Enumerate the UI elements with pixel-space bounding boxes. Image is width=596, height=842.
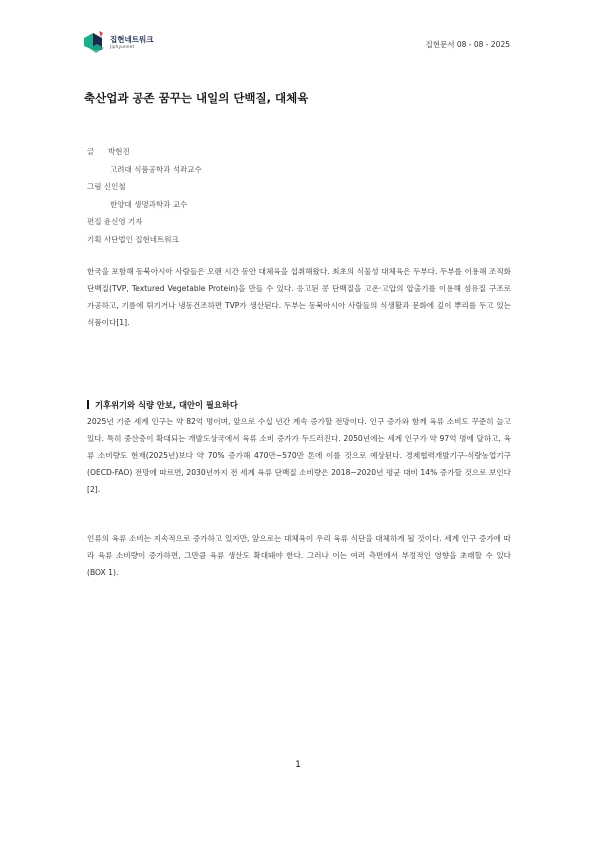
writer-name: 박현진 [108,147,130,156]
logo-subtitle: Jiphyunnet [110,44,135,49]
writer-label: 글 [87,147,95,156]
section-paragraph-2: 인류의 육류 소비는 지속적으로 증가하고 있지만, 앞으로는 대체육이 우리 육류 식단을 대체하게 될 것이다. 세계 인구 증가에 따라 육류 소비량이 증가하면, 그만큼 육류 생산도 확대돼야 한다. 그러나 이는 여러 측면에서 부정적인 영향을 초래할 수 있다 (BOX 1). [87,534,511,577]
logo-name: 집현네트워크 [110,35,154,44]
planning-name: 사단법인 집현네트워크 [103,234,179,244]
editor-row [87,213,202,231]
organization-logo [82,30,202,54]
logo-mark-icon [82,30,108,54]
editor-name: 윤신영 기자 [103,217,143,226]
illustrator-affiliation: 한양대 생명과학과 교수 [110,199,188,209]
section-heading [87,399,238,411]
credits-block [87,143,202,248]
page-title: 축산업과 공존 꿈꾸는 내일의 단백질, 대체육 [84,91,309,105]
section-heading-text: 기후위기와 식량 안보, 대안이 필요하다 [95,400,238,410]
editor-label: 편집 [87,217,102,226]
intro-paragraph: 한국을 포함해 동북아시아 사람들은 오랜 시간 동안 대체육을 섭취해왔다. 최초의 식물성 대체육은 두부다. 두부를 이용해 조직화 단백질(TVP, Textured Vegetable Protein)을 만들 수 있다. 응고된 콩 단백질을 고온·고압의 압출기를 이용해 섬유질 구조로 가공하고, 기름에 튀기거나 냉동건조하면 TVP가 생산된다. 두부는 동북아시아 사람들의 식생활과 문화에 깊이 뿌리를 두고 있는 식품이다[1]. [87,267,511,327]
document-number: 집현문서 08 - 08 - 2025 [425,40,510,49]
heading-bar [87,400,89,409]
planning-label: 기획 [87,234,102,244]
illustrator-name: 신인철 [103,182,126,191]
illustrator-row [87,178,202,196]
section-paragraph-1: 2025년 기준 세계 인구는 약 82억 명이며, 앞으로 수십 년간 계속 증가할 전망이다. 인구 증가와 함께 육류 소비도 꾸준히 늘고 있다. 특히 중산층이 확대되는 개발도상국에서 육류 소비 증가가 두드러진다. 2050년에는 세계 인구가 약 97억 명에 달하고, 육류 소비량도 현재(2025년)보다 약 70% 증가해 470만~570만 톤에 이를 것으로 예상된다. 경제협력개발기구-식량농업기구(OECD-FAO) 전망에 따르면, 2030년까지 전 세계 육류 단백질 소비량은 2018~2020년 평균 대비 14% 증가할 것으로 보인다[2]. [87,417,512,494]
writer-affiliation: 고려대 식품공학과 석좌교수 [110,164,202,174]
page-number: 1 [295,760,301,770]
writer-row [87,143,202,161]
planning-row [87,231,202,249]
illustration-label: 그림 [87,182,102,191]
